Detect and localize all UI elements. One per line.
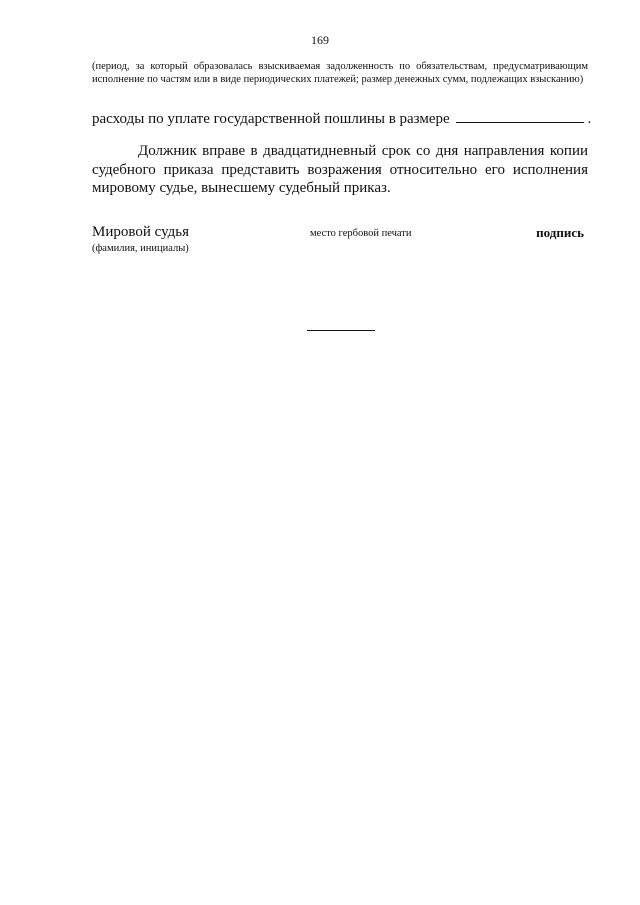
- judge-name-hint: (фамилия, инициалы): [92, 243, 189, 254]
- state-duty-end: .: [587, 111, 592, 127]
- end-divider: [307, 330, 375, 331]
- judge-title: Мировой судья: [92, 224, 190, 240]
- page-number: 169: [311, 33, 329, 47]
- signature-block: [92, 224, 588, 264]
- signature-label: подпись: [536, 225, 584, 240]
- seal-place-label: место гербовой печати: [310, 228, 412, 239]
- debt-period-note: (период, за который образовалась взыскиваемая задолженность по обязательствам, предусматривающим исполнение по частям или в виде периодических платежей; размер денежных сумм, подлежащих взысканию): [92, 61, 588, 85]
- state-duty-blank: [456, 110, 584, 123]
- debtor-rights-paragraph: Должник вправе в двадцатидневный срок со дня направления копии судебного приказа представить возражения относительно его исполнения мировому судье, вынесшему судебный приказ.: [92, 143, 588, 196]
- state-duty-text: расходы по уплате государственной пошлины в размере: [92, 111, 450, 127]
- state-duty-line: [92, 110, 592, 128]
